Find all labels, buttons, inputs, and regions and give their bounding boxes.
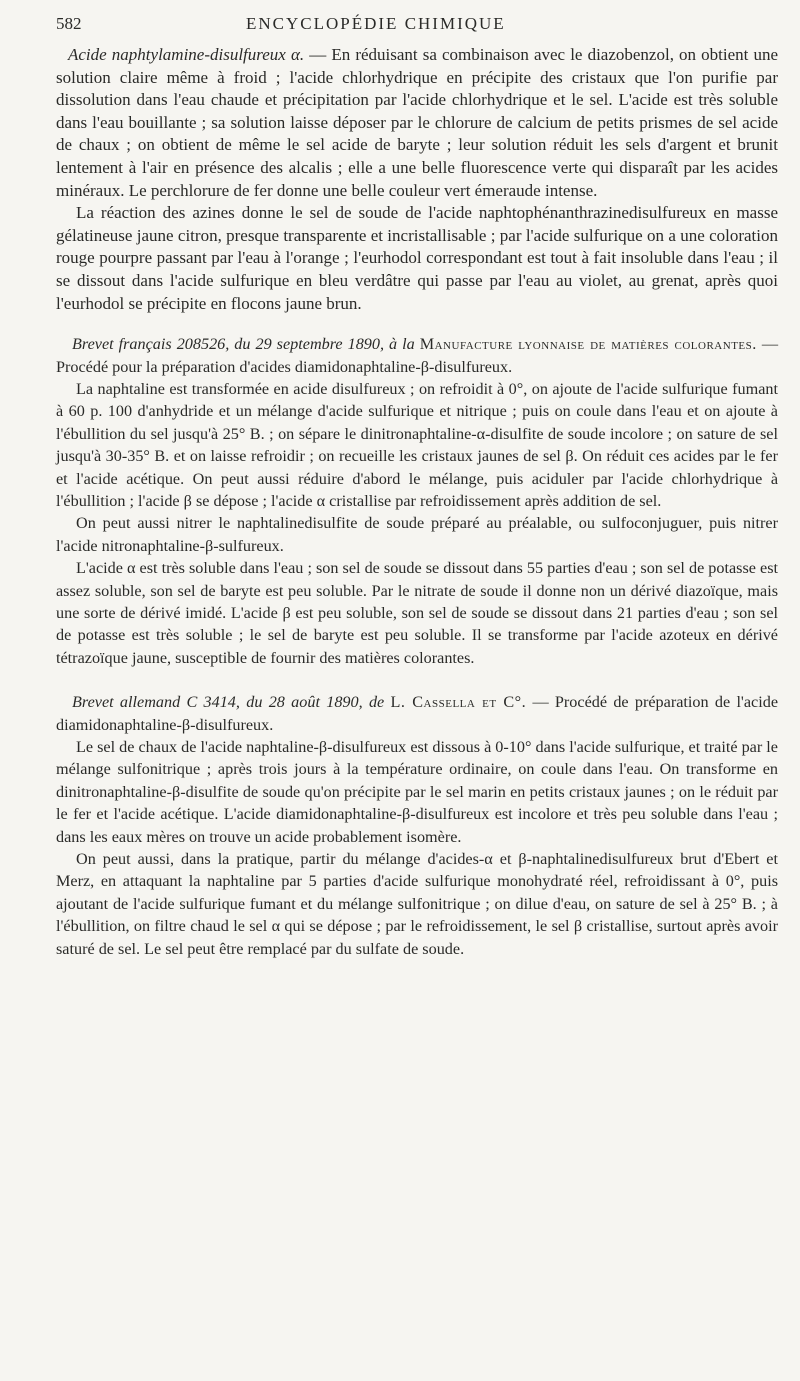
- page-header: [56, 14, 778, 44]
- paragraph-azines: La réaction des azines donne le sel de soude de l'acide naphtophénanthrazinedisulfureux en masse gélatineuse jaune citron, presque transparente et incristallisable ; par l'acide sulfurique on a une coloration rouge pourpre passant par l'eau à l'orange ; l'eurhodol correspondant est tout à fait insoluble dans l'eau ; il se dissout dans l'acide sulfurique en bleu verdâtre qui passe par l'eau au violet, au grenat, après quoi l'eurhodol se précipite en flocons jaune brun.: [56, 203, 778, 313]
- patent-section-french: [56, 333, 778, 669]
- section-title: Acide naphtylamine-disulfureux α.: [68, 45, 305, 64]
- patent-heading: [56, 333, 778, 378]
- paragraph: Le sel de chaux de l'acide naphtaline-β-disulfureux est dissous à 0-10° dans l'acide sulfurique, et traité par le mélange sulfonitrique ; après trois jours à la température ordinaire, on coule dans l'eau. On transforme en dinitronaphtaline-β-disulfite de soude qu'on précipite par le sel marin en petits cristaux jaunes ; on le réduit par le fer et l'acide acétique. L'acide diamidonaphtaline-β-disulfureux est incolore et très peu soluble dans l'eau ; dans les eaux mères on trouve un acide probablement isomère.: [56, 738, 778, 846]
- patent-description: — Procédé de préparation de l'acide diamidonaphtaline-β-disulfureux.: [56, 693, 778, 734]
- patent-reference: Brevet allemand C 3414, du 28 août 1890, de: [72, 693, 385, 712]
- paragraph-alpha-acid: [56, 44, 778, 202]
- paragraph: La naphtaline est transformée en acide disulfureux ; on refroidit à 0°, on ajoute de l'acide sulfurique fumant à 60 p. 100 d'anhydride et un mélange d'acide sulfurique et nitrique ; puis on coule dans l'eau et on ajoute à l'ébullition du sel jusqu'à 25° B. ; on sépare le dinitronaphtaline-α-disulfite de soude incolore ; on sature de sel jusqu'à 30-35° B. et on laisse refroidir ; on recueille les cristaux jaunes de sel β. On réduit ces acides par le fer et l'acide acétique. On peut aussi réduire d'abord le mélange, puis aciduler par l'acide chlorhydrique à l'ébullition ; l'acide β se dépose ; l'acide α cristallise par refroidissement après addition de sel.: [56, 379, 778, 510]
- patent-section-german: [56, 691, 778, 960]
- paragraph: On peut aussi, dans la pratique, partir du mélange d'acides-α et β-naphtalinedisulfureux brut d'Ebert et Merz, en attaquant la naphtaline par 5 parties d'acide sulfurique monohydraté réel, refroidissant à 0°, puis ajoutant de l'acide sulfurique fumant et du mélange sulfonitrique ; on dilue d'eau, on sature de sel à 25° B. ; à l'ébullition, on filtre chaud le sel α qui se dépose ; par le refroidissement, le sel β cristallise, surtout après avoir saturé de sel. Le sel peut être remplacé par du sulfate de soude.: [56, 850, 778, 958]
- patent-company: L. Cassella et C°.: [390, 693, 527, 712]
- paragraph: On peut aussi nitrer le naphtalinedisulfite de soude préparé au préalable, ou sulfoconjuguer, puis nitrer l'acide nitronaphtaline-β-sulfureux.: [56, 514, 778, 555]
- patent-reference: Brevet français 208526, du 29 septembre 1890, à la: [72, 335, 415, 354]
- main-text: [56, 44, 778, 315]
- patent-description: — Procédé pour la préparation d'acides diamidonaphtaline-β-disulfureux.: [56, 335, 778, 376]
- patent-company: Manufacture lyonnaise de matières colorantes.: [419, 335, 757, 354]
- running-title: ENCYCLOPÉDIE CHIMIQUE: [246, 14, 506, 33]
- paragraph-text: — En réduisant sa combinaison avec le diazobenzol, on obtient une solution claire même à froid ; l'acide chlorhydrique en précipite des cristaux que l'on purifie par dissolution dans l'eau chaude et précipitation par l'acide chlorhydrique et le sel. L'acide est très soluble dans l'eau bouillante ; sa solution laisse déposer par le chlorure de calcium de petits prismes de sel acide de chaux ; on obtient de même le sel acide de baryte ; leur solution réduit les sels d'argent et brunit lentement à l'air en présence des alcalis ; elle a une belle fluorescence verte qui disparaît par les acides minéraux. Le perchlorure de fer donne une belle couleur vert émeraude intense.: [56, 45, 779, 200]
- patent-heading: [56, 691, 778, 736]
- paragraph: L'acide α est très soluble dans l'eau ; son sel de soude se dissout dans 55 parties d'eau ; son sel de potasse est assez soluble, son sel de baryte est peu soluble. Par le nitrate de soude il donne non un dérivé diazoïque, mais une sorte de dérivé imidé. L'acide β est peu soluble, son sel de soude se dissout dans 21 parties d'eau ; son sel de potasse est très soluble ; le sel de baryte est peu soluble. Il se transforme par l'acide azoteux en dérivé tétrazoïque jaune, susceptible de fournir des matières colorantes.: [56, 559, 778, 667]
- page-number: 582: [56, 14, 82, 33]
